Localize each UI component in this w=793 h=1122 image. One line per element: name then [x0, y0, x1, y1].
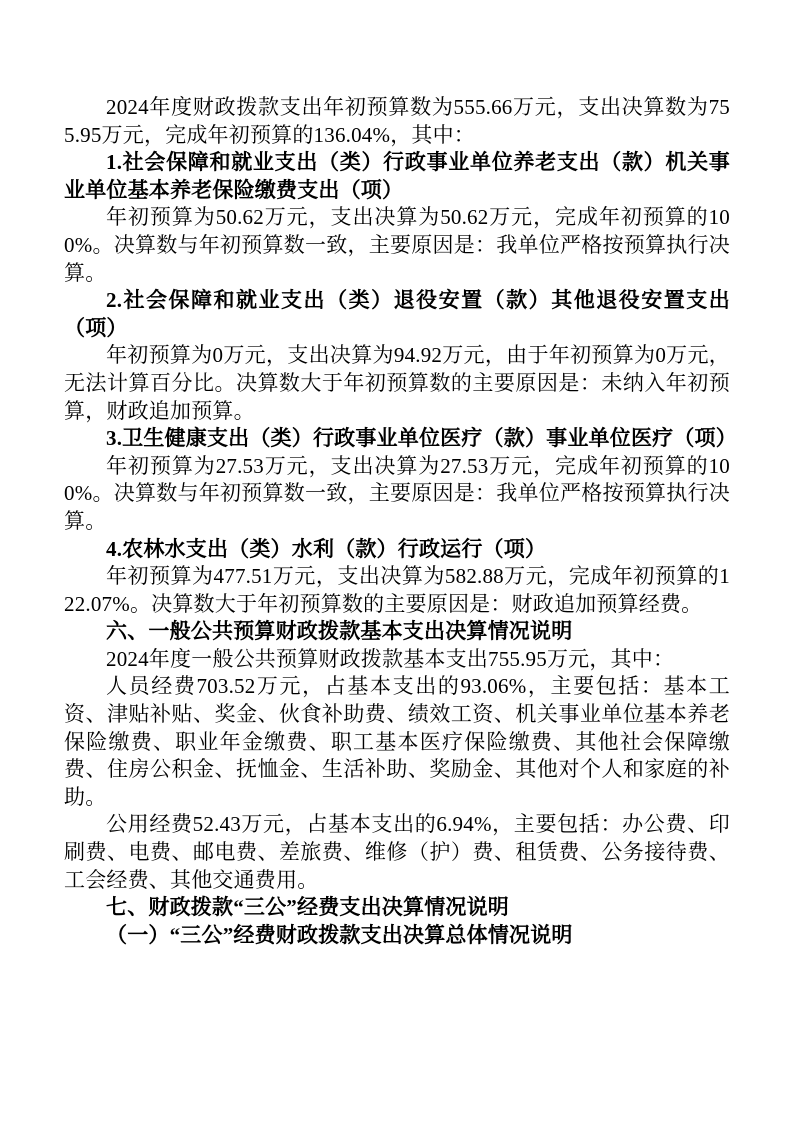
body-paragraph-personnel-funds: 人员经费703.52万元，占基本支出的93.06%，主要包括：基本工资、津贴补贴、奖金、伙食补助费、绩效工资、机关事业单位基本养老保险缴费、职业年金缴费、职工基本医疗保险缴费、其他社会保障缴费、住房公积金、抚恤金、生活补助、奖励金、其他对个人和家庭的补助。	[64, 674, 730, 809]
body-paragraph-fiscal-expenditure-overview: 2024年度财政拨款支出年初预算数为555.66万元，支出决算数为755.95万元，完成年初预算的136.04%，其中：	[64, 95, 730, 147]
body-paragraph-item4-detail: 年初预算为477.51万元，支出决算为582.88万元，完成年初预算的122.07%。决算数大于年初预算数的主要原因是：财政追加预算经费。	[64, 564, 730, 616]
body-paragraph-item1-detail: 年初预算为50.62万元，支出决算为50.62万元，完成年初预算的100%。决算数与年初预算数一致，主要原因是：我单位严格按预算执行决算。	[64, 205, 730, 285]
section-heading-item1-social-security-pension: 1.社会保障和就业支出（类）行政事业单位养老支出（款）机关事业单位基本养老保险缴费支出（项）	[64, 150, 730, 202]
body-paragraph-basic-expenditure-total: 2024年度一般公共预算财政拨款基本支出755.95万元，其中：	[106, 646, 675, 671]
section-heading-seven-1-overall-situation: （一）“三公”经费财政拨款支出决算总体情况说明	[106, 922, 573, 947]
document-body	[64, 94, 737, 949]
body-paragraph-item2-detail: 年初预算为0万元，支出决算为94.92万元，由于年初预算为0万元，无法计算百分比。决算数大于年初预算数的主要原因是：未纳入年初预算，财政追加预算。	[64, 343, 730, 423]
section-heading-item2-veteran-resettlement: 2.社会保障和就业支出（类）退役安置（款）其他退役安置支出（项）	[64, 288, 730, 340]
section-heading-item4-agriculture-water: 4.农林水支出（类）水利（款）行政运行（项）	[106, 536, 547, 561]
body-paragraph-item3-detail: 年初预算为27.53万元，支出决算为27.53万元，完成年初预算的100%。决算数与年初预算数一致，主要原因是：我单位严格按预算执行决算。	[64, 453, 730, 533]
section-heading-item3-health-expenditure: 3.卫生健康支出（类）行政事业单位医疗（款）事业单位医疗（项）	[106, 426, 737, 451]
section-heading-seven-three-public-funds: 七、财政拨款“三公”经费支出决算情况说明	[106, 895, 509, 920]
section-heading-six-basic-expenditure: 六、一般公共预算财政拨款基本支出决算情况说明	[106, 619, 573, 644]
body-paragraph-public-funds: 公用经费52.43万元，占基本支出的6.94%，主要包括：办公费、印刷费、电费、邮电费、差旅费、维修（护）费、租赁费、公务接待费、工会经费、其他交通费用。	[64, 812, 730, 892]
